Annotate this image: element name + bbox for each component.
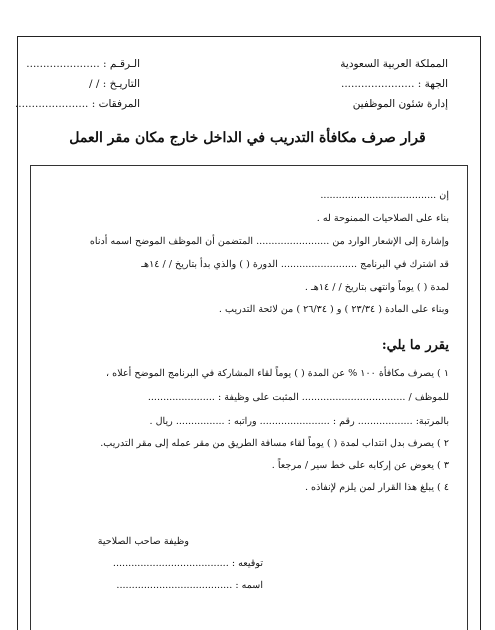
body-line-3: وإشارة إلى الإشعار الوارد من ........................ المتضمن أن الموظف الموضح اسمه أدناه [89, 236, 449, 247]
decision-item-1-employee: للموظف / .................................. المثبت على وظيفة : ...................... [147, 392, 449, 403]
body-line-1: إن ...................................... [320, 190, 449, 201]
department-name: إدارة شئون الموظفين [352, 98, 448, 110]
body-line-6: وبناء على المادة ( ٢٣/٣٤ ) و ( ٢٦/٣٤ ) من لائحة التدريب . [218, 304, 449, 315]
agency-field: الجهة : ...................... [340, 78, 448, 90]
page-title: قرار صرف مكافأة التدريب في الداخل خارج مكان مقر العمل [69, 130, 426, 146]
decision-item-2: ٢ ) يصرف بدل انتداب لمدة ( ) يوماً لقاء مسافة الطريق من مقر عمله إلى مقر التدريب. [100, 438, 449, 449]
decision-item-3: ٣ ) يعوض عن إركابه على خط سير / مرجعاً . [271, 460, 449, 471]
decision-item-1-grade: بالمرتبة: .................. رقم : ....................... وراتبه : ................ ريال . [149, 416, 449, 427]
ref-number-field: الـرقـم : ...................... [26, 58, 140, 70]
body-line-5: لمدة ( ) يوماً وانتهى بتاريخ / / ١٤هـ . [304, 282, 449, 293]
body-line-2: بناء على الصلاحيات الممنوحة له . [316, 213, 449, 224]
authority-title: وظيفة صاحب الصلاحية [97, 536, 189, 547]
decision-heading: يقرر ما يلي: [381, 338, 449, 353]
name-field: اسمه : ...................................... [116, 580, 263, 591]
decision-item-4: ٤ ) يبلغ هذا القرار لمن يلزم لإنفاذه . [304, 482, 449, 493]
signature-field: توقيعه : ...................................... [112, 558, 263, 569]
kingdom-name: المملكة العربية السعودية [340, 58, 448, 70]
body-line-4: قد اشترك في البرنامج ......................... الدورة ( ) والذي بدأ بتاريخ / / ١٤هـ [141, 259, 449, 270]
date-field: التاريـخ : / / [89, 78, 140, 90]
decision-item-1: ١ ) يصرف مكافأة ١٠٠ % عن المدة ( ) يوماً لقاء المشاركة في البرنامج الموضح أعلاه ، [106, 368, 449, 379]
attachments-field: المرفقات : ...................... [14, 98, 140, 110]
